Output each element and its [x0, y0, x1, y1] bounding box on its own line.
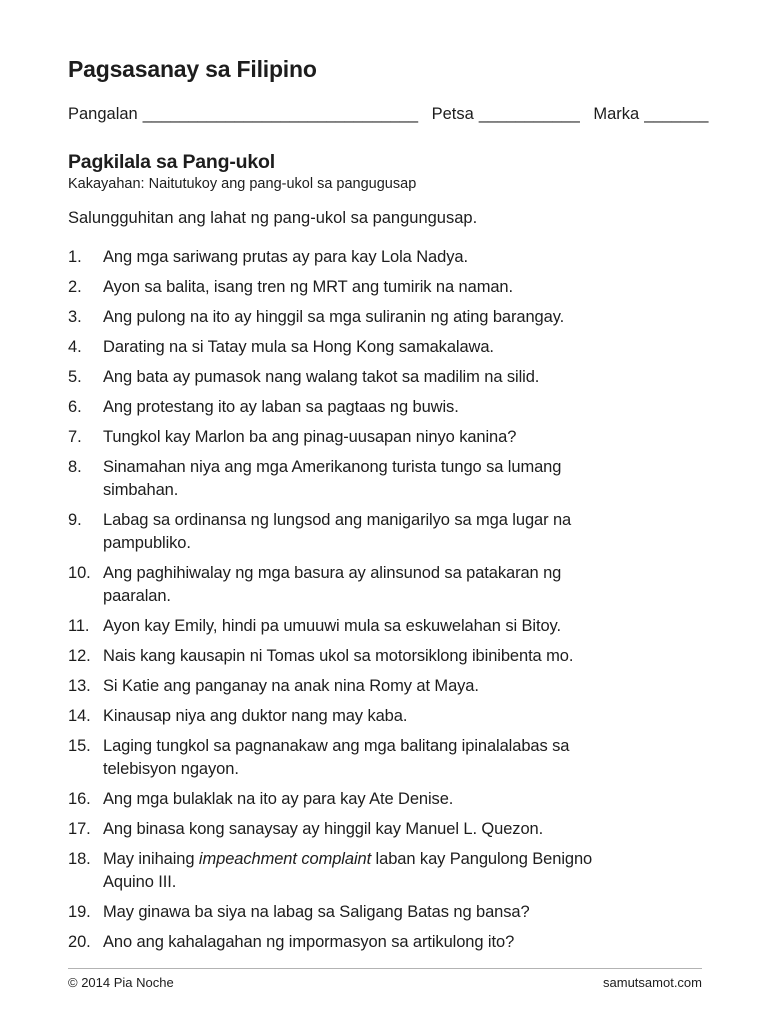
- item-number: 11.: [68, 617, 90, 636]
- item-number: 5.: [68, 368, 82, 387]
- item-number: 15.: [68, 737, 91, 756]
- item-number: 16.: [68, 790, 91, 809]
- item-number: 12.: [68, 647, 91, 666]
- item-text: Ang mga bulaklak na ito ay para kay Ate Denise.: [103, 790, 454, 809]
- item-text: May ginawa ba siya na labag sa Saligang Batas ng bansa?: [103, 903, 530, 922]
- worksheet-item: [68, 276, 708, 299]
- worksheet-item: [68, 336, 708, 359]
- section-skill: Kakayahan: Naitutukoy ang pang-ukol sa pangugusap: [68, 176, 417, 193]
- item-text: Kinausap niya ang duktor nang may kaba.: [103, 707, 408, 726]
- page-title: Pagsasanay sa Filipino: [68, 56, 317, 82]
- worksheet-item: [68, 306, 708, 329]
- worksheet-item: [68, 675, 708, 698]
- score-label: Marka: [593, 105, 640, 124]
- page-footer: [68, 968, 702, 991]
- website-text: samutsamot.com: [603, 975, 702, 990]
- copyright: © 2014 Pia Noche: [68, 975, 174, 990]
- item-text: Si Katie ang panganay na anak nina Romy at Maya.: [103, 677, 479, 696]
- worksheet-item: [68, 645, 708, 668]
- item-number: 9.: [68, 511, 82, 530]
- item-number: 14.: [68, 707, 91, 726]
- worksheet-item: [68, 426, 708, 449]
- item-text: Darating na si Tatay mula sa Hong Kong samakalawa.: [103, 338, 494, 357]
- item-text: Sinamahan niya ang mga Amerikanong turista tungo sa lumang simbahan.: [103, 458, 562, 500]
- item-text: Ang paghihiwalay ng mga basura ay alinsunod sa patakaran ng paaralan.: [103, 564, 562, 606]
- item-number: 4.: [68, 338, 82, 357]
- item-number: 2.: [68, 278, 82, 297]
- worksheet-items: [68, 246, 708, 954]
- header-fields: [68, 103, 708, 125]
- item-text: Tungkol kay Marlon ba ang pinag-uusapan ninyo kanina?: [103, 428, 517, 447]
- item-number: 3.: [68, 308, 82, 327]
- score-blank-line: _______: [644, 105, 709, 124]
- item-text: Ang bata ay pumasok nang walang takot sa madilim na silid.: [103, 368, 540, 387]
- item-text: Ang binasa kong sanaysay ay hinggil kay Manuel L. Quezon.: [103, 820, 544, 839]
- item-text: Ang protestang ito ay laban sa pagtaas ng buwis.: [103, 398, 459, 417]
- item-number: 10.: [68, 564, 91, 583]
- worksheet-item: [68, 396, 708, 419]
- date-label: Petsa: [431, 105, 474, 124]
- item-number: 7.: [68, 428, 82, 447]
- item-number: 1.: [68, 248, 82, 267]
- worksheet-item: [68, 456, 708, 502]
- worksheet-item: [68, 735, 708, 781]
- worksheet-item: [68, 246, 708, 269]
- item-text: Labag sa ordinansa ng lungsod ang manigarilyo sa mga lugar na pampubliko.: [103, 511, 572, 553]
- worksheet-item: [68, 366, 708, 389]
- section-heading: Pagkilala sa Pang-ukol: [68, 151, 275, 174]
- item-text: Ang mga sariwang prutas ay para kay Lola Nadya.: [103, 248, 468, 267]
- instruction: Salungguhitan ang lahat ng pang-ukol sa pangungusap.: [68, 209, 478, 228]
- item-text: Ayon kay Emily, hindi pa umuuwi mula sa eskuwelahan si Bitoy.: [103, 617, 561, 636]
- item-number: 20.: [68, 933, 91, 952]
- worksheet-item: [68, 931, 708, 954]
- worksheet-item: [68, 848, 708, 894]
- item-text: Nais kang kausapin ni Tomas ukol sa motorsiklong ibinibenta mo.: [103, 647, 574, 666]
- worksheet-item: [68, 562, 708, 608]
- item-number: 17.: [68, 820, 91, 839]
- worksheet-item: [68, 788, 708, 811]
- item-number: 6.: [68, 398, 82, 417]
- name-label: Pangalan: [68, 105, 138, 124]
- worksheet-item: [68, 705, 708, 728]
- item-text: May inihaing impeachment complaint laban kay Pangulong Benigno Aquino III.: [103, 850, 593, 892]
- worksheet-item: [68, 615, 708, 638]
- item-number: 8.: [68, 458, 82, 477]
- item-number: 13.: [68, 677, 91, 696]
- item-text: Ayon sa balita, isang tren ng MRT ang tumirik na naman.: [103, 278, 513, 297]
- worksheet-item: [68, 818, 708, 841]
- item-number: 18.: [68, 850, 91, 869]
- item-text: Ano ang kahalagahan ng impormasyon sa artikulong ito?: [103, 933, 515, 952]
- item-text: Laging tungkol sa pagnanakaw ang mga balitang ipinalalabas sa telebisyon ngayon.: [103, 737, 570, 779]
- item-text: Ang pulong na ito ay hinggil sa mga suliranin ng ating barangay.: [103, 308, 565, 327]
- worksheet-item: [68, 509, 708, 555]
- item-number: 19.: [68, 903, 91, 922]
- worksheet-item: [68, 901, 708, 924]
- date-blank-line: ___________: [478, 105, 580, 124]
- name-blank-line: ______________________________: [142, 105, 419, 124]
